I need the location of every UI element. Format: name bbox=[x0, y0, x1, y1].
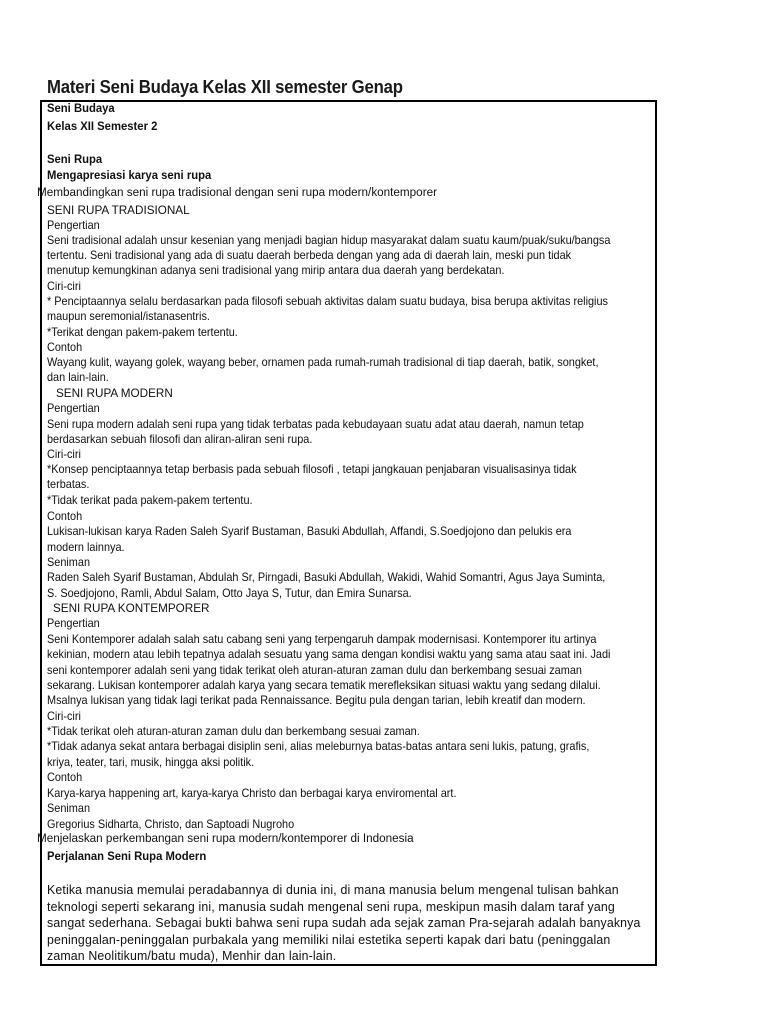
journey-line: teknologi seperti sekarang ini, manusia sudah mengenal seni rupa, meskipun masih dalam taraf yang bbox=[47, 900, 615, 914]
kontemporer-contoh-line: Karya-karya happening art, karya-karya Christo dan berbagai karya enviromental art. bbox=[47, 787, 457, 800]
journey-title: Perjalanan Seni Rupa Modern bbox=[47, 849, 207, 863]
modern-ciri-line: terbatas. bbox=[47, 478, 90, 491]
document-title: Materi Seni Budaya Kelas XII semester Genap bbox=[47, 77, 403, 97]
kontemporer-pengertian-label: Pengertian bbox=[47, 617, 100, 630]
heading-seni-budaya: Seni Budaya bbox=[47, 101, 115, 115]
heading-seni-rupa: Seni Rupa bbox=[47, 152, 103, 166]
modern-contoh-line: modern lainnya. bbox=[47, 541, 125, 554]
trad-ciri-label: Ciri-ciri bbox=[47, 280, 81, 293]
journey-line: sangat sederhana. Sebagai bukti bahwa seni rupa sudah ada sejak zaman Pra-sejarah adalah banyaknya bbox=[47, 916, 641, 930]
journey-line: zaman Neolitikum/batu muda), Menhir dan lain-lain. bbox=[47, 949, 337, 963]
journey-line: peninggalan-peninggalan purbakala yang memiliki nilai estetika seperti kapak dari batu (peninggalan bbox=[47, 933, 611, 947]
kontemporer-pengertian-line: kekinian, modern atau lebih tepatnya adalah sesuatu yang sama dengan kondisi waktu yang sama atau saat ini. Jadi bbox=[47, 648, 611, 661]
modern-seniman-line: S. Soedjojono, Ramli, Abdul Salam, Otto Jaya S, Tutur, dan Emira Sunarsa. bbox=[47, 587, 412, 600]
trad-pengertian-line: tertentu. Seni tradisional yang ada di suatu daerah berbeda dengan yang ada di daerah lain, meski pun tidak bbox=[47, 249, 572, 262]
kontemporer-pengertian-line: seni kontemporer adalah seni yang tidak terikat oleh aturan-aturan zaman dulu dan berkembang sesuai zaman bbox=[47, 664, 582, 677]
modern-ciri-line: *Tidak terikat pada pakem-pakem tertentu. bbox=[47, 494, 253, 507]
modern-pengertian-line: berdasarkan sebuah filosofi dan aliran-aliran seni rupa. bbox=[47, 433, 313, 446]
modern-ciri-label: Ciri-ciri bbox=[47, 448, 81, 461]
section-title-tradisional: SENI RUPA TRADISIONAL bbox=[47, 203, 190, 217]
modern-seniman-line: Raden Saleh Syarif Bustaman, Abdulah Sr, Pirngadi, Basuki Abdullah, Wakidi, Wahid Somantri, Agus Jaya Suminta, bbox=[47, 571, 606, 584]
kontemporer-seniman-line: Gregorius Sidharta, Christo, dan Saptoadi Nugroho bbox=[47, 818, 295, 831]
modern-ciri-line: *Konsep penciptaannya tetap berbasis pada sebuah filosofi , tetapi jangkauan penjabaran visualisasinya tidak bbox=[47, 463, 577, 476]
trad-contoh-line: Wayang kulit, wayang golek, wayang beber, ornamen pada rumah-rumah tradisional di tiap daerah, batik, songket, bbox=[47, 356, 599, 369]
trad-pengertian-line: menutup kemungkinan adanya seni tradisional yang mirip antara dua daerah yang berdekatan. bbox=[47, 264, 505, 277]
kontemporer-pengertian-line: Seni Kontemporer adalah salah satu cabang seni yang terpengaruh dampak modernisasi. Kontemporer itu artinya bbox=[47, 633, 597, 646]
section-title-kontemporer: SENI RUPA KONTEMPORER bbox=[53, 601, 210, 615]
heading-mengapresiasi: Mengapresiasi karya seni rupa bbox=[47, 168, 212, 182]
modern-seniman-label: Seniman bbox=[47, 556, 91, 569]
heading-kelas: Kelas XII Semester 2 bbox=[47, 119, 158, 133]
trad-pengertian-label: Pengertian bbox=[47, 219, 100, 232]
trad-pengertian-line: Seni tradisional adalah unsur kesenian yang menjadi bagian hidup masyarakat dalam suatu kaum/puak/suku/bangsa bbox=[47, 234, 611, 247]
modern-pengertian-line: Seni rupa modern adalah seni rupa yang tidak terbatas pada kebudayaan suatu adat atau daerah, namun tetap bbox=[47, 418, 584, 431]
kontemporer-seniman-label: Seniman bbox=[47, 802, 91, 815]
modern-contoh-label: Contoh bbox=[47, 510, 83, 523]
kontemporer-contoh-label: Contoh bbox=[47, 771, 83, 784]
kontemporer-pengertian-line: Msalnya lukisan yang tidak lagi terikat pada Rennaissance. Begitu pula dengan tarian, lebih kreatif dan modern. bbox=[47, 694, 586, 707]
trad-contoh-label: Contoh bbox=[47, 341, 83, 354]
trad-ciri-line: *Terikat dengan pakem-pakem tertentu. bbox=[47, 326, 238, 339]
kontemporer-ciri-line: kriya, teater, tari, musik, hingga aksi politik. bbox=[47, 756, 255, 769]
trad-ciri-line: * Penciptaannya selalu berdasarkan pada filosofi sebuah aktivitas dalam suatu budaya, bisa berupa aktivitas religius bbox=[47, 295, 609, 308]
explain-heading: Menjelaskan perkembangan seni rupa modern/kontemporer di Indonesia bbox=[37, 831, 414, 845]
kontemporer-ciri-line: *Tidak terikat oleh aturan-aturan zaman dulu dan berkembang sesuai zaman. bbox=[47, 725, 420, 738]
modern-pengertian-label: Pengertian bbox=[47, 402, 100, 415]
modern-contoh-line: Lukisan-lukisan karya Raden Saleh Syarif Bustaman, Basuki Abdullah, Affandi, S.Soedjojono dan pelukis era bbox=[47, 525, 572, 538]
kontemporer-ciri-label: Ciri-ciri bbox=[47, 710, 81, 723]
kontemporer-ciri-line: *Tidak adanya sekat antara berbagai disiplin seni, alias meleburnya batas-batas antara seni lukis, patung, grafis, bbox=[47, 740, 590, 753]
comparison-heading: Membandingkan seni rupa tradisional dengan seni rupa modern/kontemporer bbox=[37, 185, 438, 199]
trad-ciri-line: maupun seremonial/istanasentris. bbox=[47, 310, 210, 323]
kontemporer-pengertian-line: sekarang. Lukisan kontemporer adalah karya yang secara tematik merefleksikan situasi waktu yang sedang dilalui. bbox=[47, 679, 601, 692]
trad-contoh-line: dan lain-lain. bbox=[47, 371, 109, 384]
journey-line: Ketika manusia memulai peradabannya di dunia ini, di mana manusia belum mengenal tulisan bahkan bbox=[47, 883, 619, 897]
section-title-modern: SENI RUPA MODERN bbox=[56, 386, 173, 400]
